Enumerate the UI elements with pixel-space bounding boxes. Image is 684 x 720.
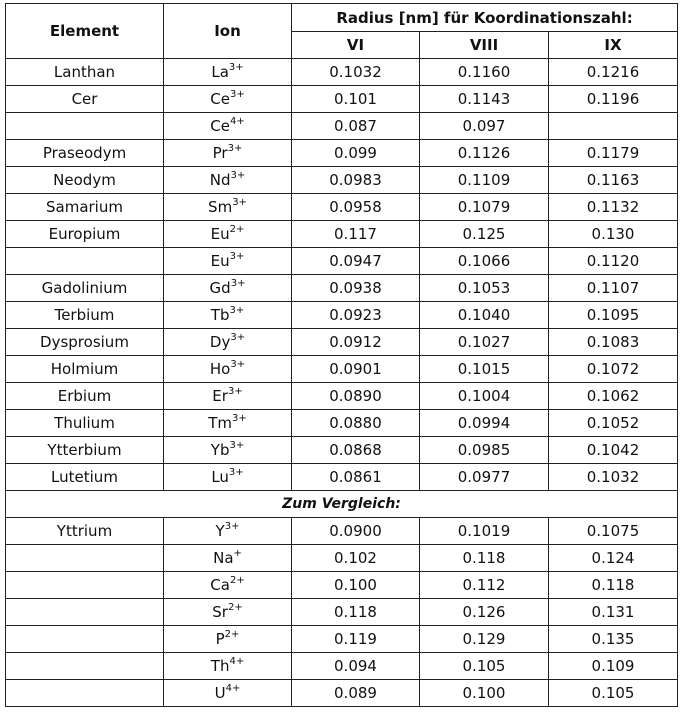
element-cell: Holmium [6,356,164,383]
radius-ix-cell: 0.1095 [549,302,678,329]
ion-symbol: Th [210,657,230,675]
ion-cell [164,167,292,194]
radius-viii-cell: 0.1053 [420,275,549,302]
ion-symbol: Nd [209,171,231,189]
ion-cell [164,599,292,626]
element-cell: Lanthan [6,59,164,86]
ion-symbol: U [214,684,226,702]
ion-cell [164,464,292,491]
header-row [6,4,678,32]
radius-vi-cell: 0.0901 [292,356,420,383]
radius-ix-cell: 0.1196 [549,86,678,113]
table-row [6,194,678,221]
table-row [6,302,678,329]
table-row [6,275,678,302]
radius-ix-cell [549,113,678,140]
element-cell: Dysprosium [6,329,164,356]
radius-viii-cell: 0.0977 [420,464,549,491]
ion-cell [164,302,292,329]
radius-vi-cell: 0.099 [292,140,420,167]
table-row [6,518,678,545]
ion-charge: + [233,548,242,559]
table-container [5,3,678,707]
radius-vi-cell: 0.119 [292,626,420,653]
radius-ix-cell: 0.1132 [549,194,678,221]
cn-ix-header: IX [549,32,678,59]
table-row [6,545,678,572]
ion-cell [164,86,292,113]
radius-vi-cell: 0.117 [292,221,420,248]
ion-charge: 3+ [227,386,243,397]
comparison-section [6,491,678,518]
radius-vi-cell: 0.100 [292,572,420,599]
radius-vi-cell: 0.102 [292,545,420,572]
element-cell [6,545,164,572]
ion-charge: 2+ [224,629,240,640]
ion-charge: 2+ [229,575,245,586]
ion-charge: 4+ [229,656,245,667]
table-row [6,329,678,356]
comparison-separator-row [6,491,678,518]
ion-symbol: Ce [210,117,230,135]
ion-symbol: P [215,630,225,648]
element-cell: Praseodym [6,140,164,167]
ion-cell [164,248,292,275]
ion-symbol: Tm [208,414,233,432]
radius-ix-cell: 0.1083 [549,329,678,356]
element-cell: Europium [6,221,164,248]
ion-cell [164,653,292,680]
radius-vi-cell: 0.0868 [292,437,420,464]
ion-cell [164,545,292,572]
radius-ix-cell: 0.1120 [549,248,678,275]
lanthanide-rows [6,59,678,491]
ion-cell [164,140,292,167]
ion-symbol: La [211,63,229,81]
element-cell: Ytterbium [6,437,164,464]
radius-viii-cell: 0.126 [420,599,549,626]
ion-charge: 4+ [229,116,245,127]
ion-cell [164,410,292,437]
radius-viii-cell: 0.1109 [420,167,549,194]
ion-symbol: Ce [210,90,230,108]
comparison-rows [6,518,678,707]
ion-cell [164,329,292,356]
ion-symbol: Eu [210,252,230,270]
ionic-radii-table [5,3,678,707]
element-cell [6,680,164,707]
radius-vi-cell: 0.101 [292,86,420,113]
radius-vi-cell: 0.0923 [292,302,420,329]
ion-cell [164,221,292,248]
radius-ix-cell: 0.1042 [549,437,678,464]
ion-cell [164,275,292,302]
ion-symbol: Ho [209,360,231,378]
ion-cell [164,572,292,599]
table-row [6,437,678,464]
element-cell [6,599,164,626]
comparison-label: Zum Vergleich: [6,491,678,518]
ion-symbol: Na [213,549,234,567]
radius-vi-cell: 0.0983 [292,167,420,194]
table-row [6,464,678,491]
radius-ix-cell: 0.131 [549,599,678,626]
radius-ix-cell: 0.1179 [549,140,678,167]
ion-cell [164,113,292,140]
radius-vi-cell: 0.0890 [292,383,420,410]
ion-symbol: Er [212,387,228,405]
ion-charge: 3+ [230,359,246,370]
table-row [6,383,678,410]
ion-cell [164,194,292,221]
radius-viii-cell: 0.125 [420,221,549,248]
table-row [6,167,678,194]
ion-charge: 3+ [229,251,245,262]
ion-charge: 3+ [229,89,245,100]
radius-vi-cell: 0.0958 [292,194,420,221]
ion-charge: 3+ [232,413,247,424]
radius-vi-cell: 0.089 [292,680,420,707]
table-row [6,221,678,248]
radius-viii-cell: 0.1143 [420,86,549,113]
element-cell: Gadolinium [6,275,164,302]
ion-charge: 3+ [228,467,244,478]
radius-viii-cell: 0.118 [420,545,549,572]
table-row [6,572,678,599]
radius-viii-cell: 0.105 [420,653,549,680]
radius-vi-cell: 0.0912 [292,329,420,356]
table-row [6,680,678,707]
cn-vi-header: VI [292,32,420,59]
element-cell [6,113,164,140]
radius-viii-cell: 0.1015 [420,356,549,383]
ion-charge: 3+ [232,197,247,208]
cn-viii-header: VIII [420,32,549,59]
ion-cell [164,680,292,707]
table-row [6,113,678,140]
radius-ix-cell: 0.135 [549,626,678,653]
ion-symbol: Lu [211,468,229,486]
ion-symbol: Tb [210,306,230,324]
ion-cell [164,626,292,653]
radius-ix-cell: 0.1216 [549,59,678,86]
radius-ix-cell: 0.105 [549,680,678,707]
element-cell: Thulium [6,410,164,437]
radius-ix-cell: 0.1107 [549,275,678,302]
element-cell: Neodym [6,167,164,194]
ion-cell [164,437,292,464]
radius-vi-cell: 0.0880 [292,410,420,437]
ion-symbol: Dy [209,333,231,351]
radius-ix-cell: 0.124 [549,545,678,572]
ion-charge: 2+ [229,224,245,235]
ion-symbol: Eu [210,225,230,243]
radius-viii-cell: 0.1066 [420,248,549,275]
ion-charge: 3+ [228,62,244,73]
table-row [6,248,678,275]
radius-viii-cell: 0.1004 [420,383,549,410]
radius-column-header: Radius [nm] für Koordinationszahl: [292,4,678,32]
radius-ix-cell: 0.1072 [549,356,678,383]
radius-viii-cell: 0.112 [420,572,549,599]
element-cell: Yttrium [6,518,164,545]
ion-symbol: Sr [212,603,228,621]
radius-ix-cell: 0.1032 [549,464,678,491]
radius-ix-cell: 0.1075 [549,518,678,545]
radius-viii-cell: 0.1160 [420,59,549,86]
element-cell: Terbium [6,302,164,329]
ion-symbol: Sm [208,198,233,216]
ion-cell [164,383,292,410]
element-cell: Samarium [6,194,164,221]
ion-charge: 3+ [227,143,243,154]
radius-ix-cell: 0.130 [549,221,678,248]
ion-cell [164,356,292,383]
table-row [6,86,678,113]
ion-charge: 2+ [227,602,243,613]
radius-vi-cell: 0.1032 [292,59,420,86]
radius-vi-cell: 0.094 [292,653,420,680]
ion-charge: 3+ [229,440,245,451]
radius-ix-cell: 0.1062 [549,383,678,410]
ion-symbol: Ca [210,576,230,594]
radius-vi-cell: 0.0947 [292,248,420,275]
element-cell: Lutetium [6,464,164,491]
table-row [6,599,678,626]
radius-vi-cell: 0.087 [292,113,420,140]
ion-column-header: Ion [164,4,292,59]
ion-symbol: Y [215,522,225,540]
element-cell [6,626,164,653]
ion-charge: 3+ [230,170,246,181]
radius-viii-cell: 0.100 [420,680,549,707]
ion-cell [164,59,292,86]
ion-charge: 3+ [230,332,246,343]
element-cell: Erbium [6,383,164,410]
radius-ix-cell: 0.1163 [549,167,678,194]
ion-charge: 3+ [230,278,246,289]
table-row [6,653,678,680]
ion-charge: 3+ [224,521,240,532]
radius-ix-cell: 0.118 [549,572,678,599]
radius-viii-cell: 0.1079 [420,194,549,221]
table-row [6,356,678,383]
table-row [6,59,678,86]
radius-ix-cell: 0.1052 [549,410,678,437]
element-cell [6,653,164,680]
ion-cell [164,518,292,545]
ion-symbol: Yb [210,441,230,459]
radius-vi-cell: 0.0861 [292,464,420,491]
table-row [6,410,678,437]
radius-vi-cell: 0.0938 [292,275,420,302]
radius-viii-cell: 0.1019 [420,518,549,545]
radius-viii-cell: 0.097 [420,113,549,140]
radius-viii-cell: 0.129 [420,626,549,653]
element-column-header: Element [6,4,164,59]
radius-vi-cell: 0.0900 [292,518,420,545]
radius-viii-cell: 0.0985 [420,437,549,464]
radius-vi-cell: 0.118 [292,599,420,626]
ion-symbol: Gd [209,279,231,297]
ion-symbol: Pr [212,144,228,162]
radius-viii-cell: 0.0994 [420,410,549,437]
radius-viii-cell: 0.1027 [420,329,549,356]
table-row [6,626,678,653]
radius-viii-cell: 0.1126 [420,140,549,167]
element-cell [6,572,164,599]
ion-charge: 4+ [225,683,241,694]
ion-charge: 3+ [229,305,245,316]
element-cell: Cer [6,86,164,113]
table-row [6,140,678,167]
radius-ix-cell: 0.109 [549,653,678,680]
element-cell [6,248,164,275]
radius-viii-cell: 0.1040 [420,302,549,329]
